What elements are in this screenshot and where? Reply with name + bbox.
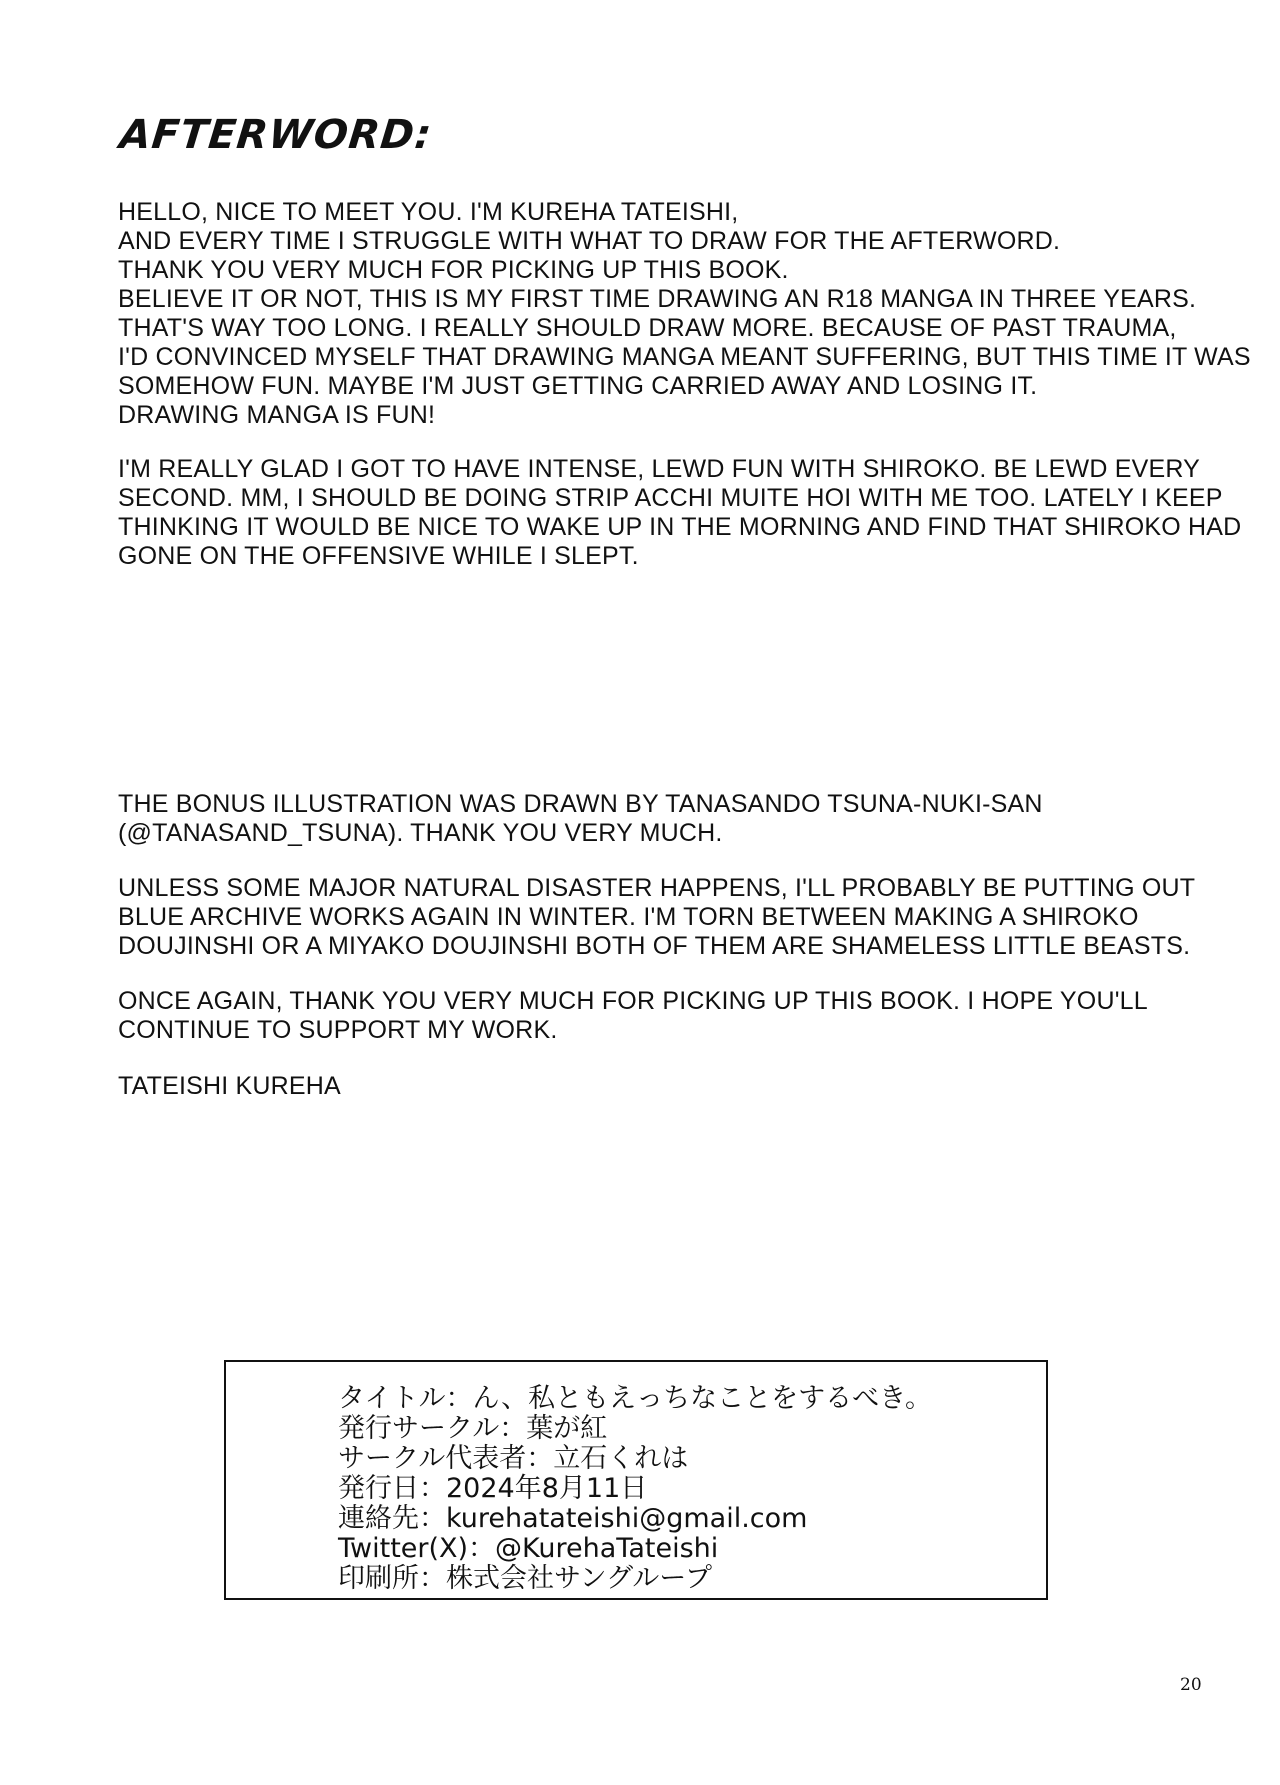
text-line: CONTINUE TO SUPPORT MY WORK.: [118, 1016, 558, 1044]
text-line: THAT'S WAY TOO LONG. I REALLY SHOULD DRAW MORE. BECAUSE OF PAST TRAUMA,: [118, 314, 1177, 342]
colophon-date: 発行日：2024年8月11日: [338, 1473, 648, 1504]
text-line: TATEISHI KUREHA: [118, 1072, 341, 1100]
afterword-paragraph-1: [118, 198, 1251, 430]
text-line: I'D CONVINCED MYSELF THAT DRAWING MANGA MEANT SUFFERING, BUT THIS TIME IT WAS: [118, 343, 1251, 371]
afterword-paragraph-5: [118, 987, 1178, 1045]
colophon-circle: 発行サークル：葉が紅: [338, 1413, 608, 1444]
afterword-paragraph-4: [118, 874, 1196, 961]
text-line: SOMEHOW FUN. MAYBE I'M JUST GETTING CARRIED AWAY AND LOSING IT.: [118, 372, 1038, 400]
afterword-title: AFTERWORD:: [117, 112, 435, 158]
page-number: 20: [1180, 1675, 1202, 1695]
text-line: HELLO, NICE TO MEET YOU. I'M KUREHA TATEISHI,: [118, 198, 739, 226]
text-line: BELIEVE IT OR NOT, THIS IS MY FIRST TIME DRAWING AN R18 MANGA IN THREE YEARS.: [118, 285, 1197, 313]
text-line: DRAWING MANGA IS FUN!: [118, 401, 436, 429]
text-line: THINKING IT WOULD BE NICE TO WAKE UP IN THE MORNING AND FIND THAT SHIROKO HAD: [118, 513, 1242, 541]
text-line: ONCE AGAIN, THANK YOU VERY MUCH FOR PICKING UP THIS BOOK. I HOPE YOU'LL: [118, 987, 1148, 1015]
text-line: THE BONUS ILLUSTRATION WAS DRAWN BY TANASANDO TSUNA-NUKI-SAN: [118, 790, 1043, 818]
text-line: DOUJINSHI OR A MIYAKO DOUJINSHI BOTH OF THEM ARE SHAMELESS LITTLE BEASTS.: [118, 932, 1191, 960]
afterword-paragraph-2: [118, 455, 1242, 571]
text-line: GONE ON THE OFFENSIVE WHILE I SLEPT.: [118, 542, 639, 570]
afterword-paragraph-3: [118, 790, 1178, 848]
text-line: SECOND. MM, I SHOULD BE DOING STRIP ACCHI MUITE HOI WITH ME TOO. LATELY I KEEP: [118, 484, 1223, 512]
colophon-title: タイトル：ん、私ともえっちなことをするべき。: [338, 1383, 932, 1414]
colophon-twitter: Twitter(X)：@KurehaTateishi: [338, 1533, 719, 1564]
colophon-printer: 印刷所：株式会社サングループ: [338, 1563, 712, 1594]
colophon-contact: 連絡先：kurehatateishi@gmail.com: [338, 1503, 808, 1534]
text-line: THANK YOU VERY MUCH FOR PICKING UP THIS BOOK.: [118, 256, 789, 284]
text-line: I'M REALLY GLAD I GOT TO HAVE INTENSE, LEWD FUN WITH SHIROKO. BE LEWD EVERY: [118, 455, 1201, 483]
text-line: AND EVERY TIME I STRUGGLE WITH WHAT TO DRAW FOR THE AFTERWORD.: [118, 227, 1061, 255]
colophon-representative: サークル代表者：立石くれは: [338, 1443, 689, 1474]
text-line: UNLESS SOME MAJOR NATURAL DISASTER HAPPENS, I'LL PROBABLY BE PUTTING OUT: [118, 874, 1196, 902]
text-line: (@TANASAND_TSUNA). THANK YOU VERY MUCH.: [118, 819, 723, 847]
text-line: BLUE ARCHIVE WORKS AGAIN IN WINTER. I'M TORN BETWEEN MAKING A SHIROKO: [118, 903, 1139, 931]
afterword-signature: [118, 1072, 1178, 1101]
colophon-box: [224, 1360, 1048, 1600]
colophon-list: [338, 1384, 932, 1594]
